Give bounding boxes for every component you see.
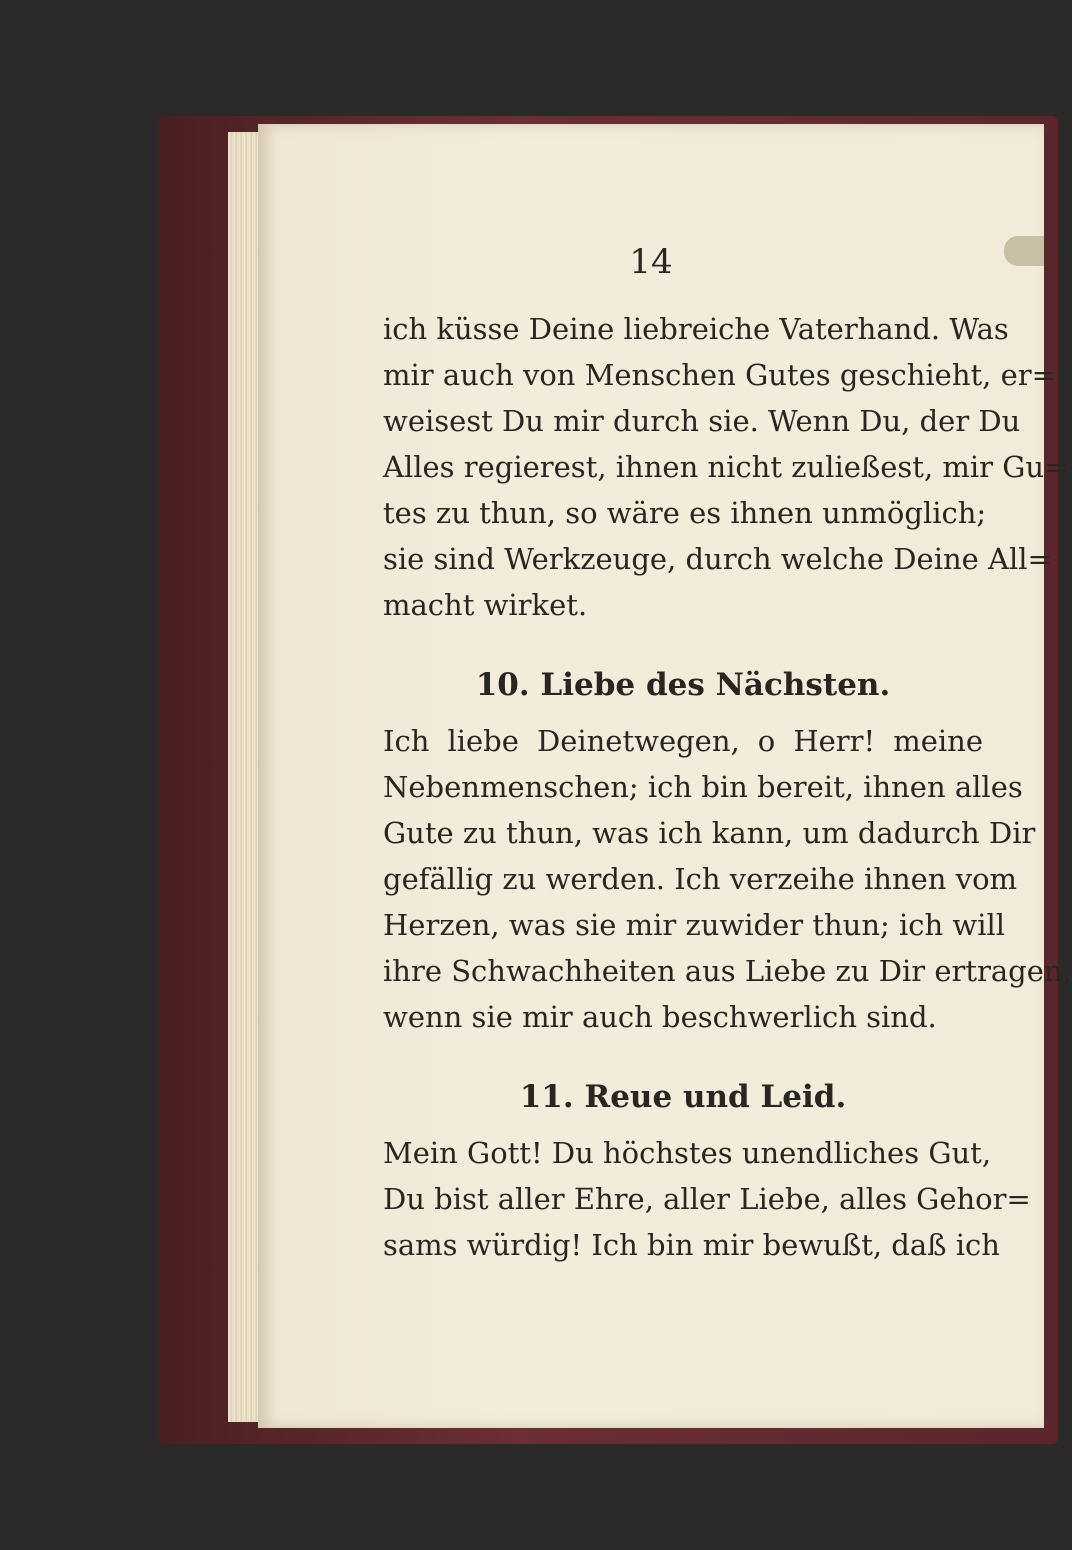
text-line: ihre Schwachheiten aus Liebe zu Dir ertragen, — [383, 954, 1072, 988]
text-line: Alles regierest, ihnen nicht zuließest, mir Gu= — [383, 450, 1069, 484]
book-page — [258, 124, 1072, 1428]
text-line: macht wirket. — [383, 588, 588, 622]
text-line: weisest Du mir durch sie. Wenn Du, der Du — [383, 404, 1021, 438]
text-line: Du bist aller Ehre, aller Liebe, alles Gehor= — [383, 1182, 1031, 1216]
text-line: Mein Gott! Du höchstes unendliches Gut, — [383, 1136, 992, 1170]
section-heading: 10. Liebe des Nächsten. — [475, 667, 891, 703]
page-text — [383, 306, 1072, 1268]
text-line: Gute zu thun, was ich kann, um dadurch Dir — [383, 816, 1036, 850]
text-line: mir auch von Menschen Gutes geschieht, er= — [383, 358, 1056, 392]
text-line: gefällig zu werden. Ich verzeihe ihnen vom — [383, 862, 1018, 896]
text-line: sie sind Werkzeuge, durch welche Deine All= — [383, 542, 1052, 576]
text-line: tes zu thun, so wäre es ihnen unmöglich; — [383, 496, 987, 530]
page-edges — [228, 132, 258, 1422]
text-line: Nebenmenschen; ich bin bereit, ihnen alles — [383, 770, 1023, 804]
text-line: Herzen, was sie mir zuwider thun; ich will — [383, 908, 1006, 942]
text-line: wenn sie mir auch beschwerlich sind. — [383, 1000, 937, 1034]
text-line: sams würdig! Ich bin mir bewußt, daß ich — [383, 1228, 1000, 1262]
page-number: 14 — [629, 242, 673, 282]
section-heading: 11. Reue und Leid. — [519, 1079, 847, 1115]
text-line: Ich liebe Deinetwegen, o Herr! meine — [383, 724, 983, 758]
text-line: ich küsse Deine liebreiche Vaterhand. Was — [383, 312, 1009, 346]
